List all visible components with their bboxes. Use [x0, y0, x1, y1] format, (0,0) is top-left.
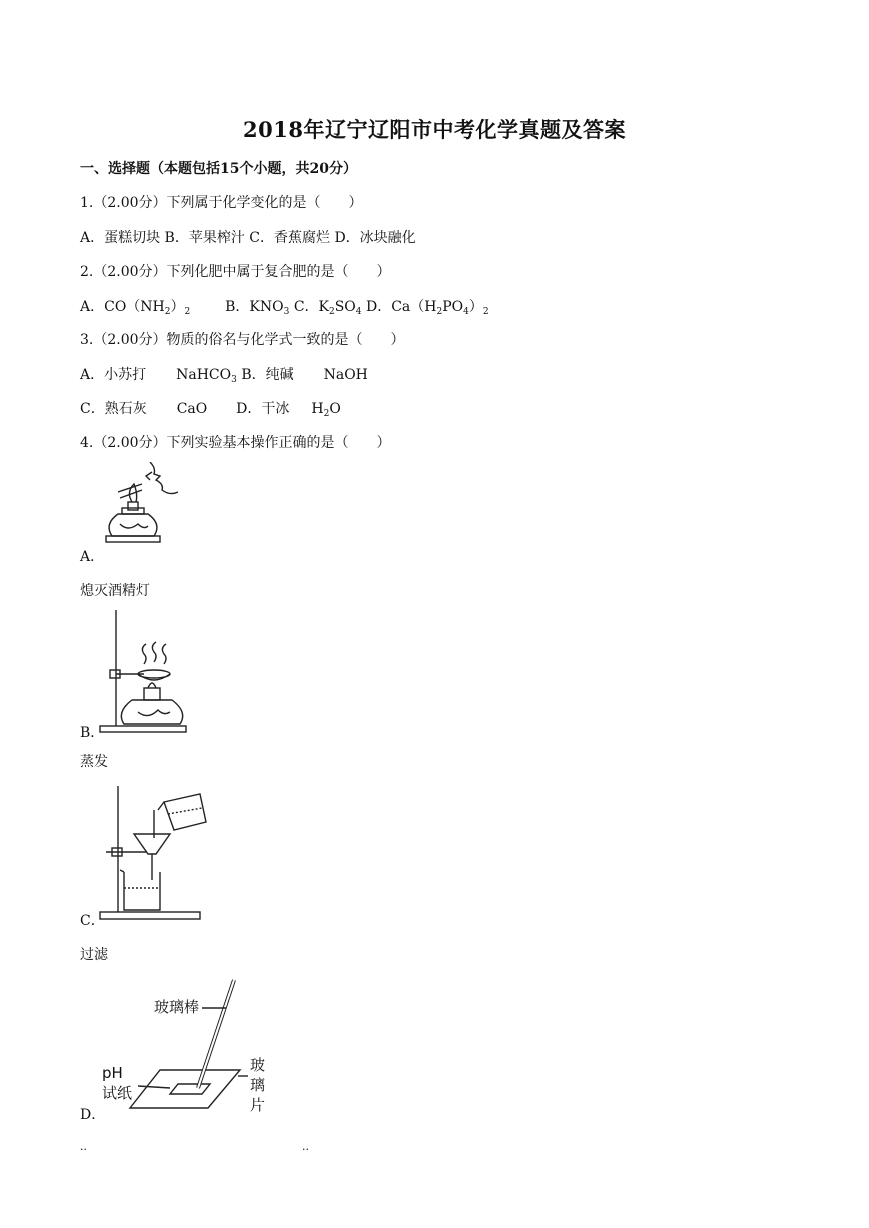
q4-option-b-letter: B．	[80, 725, 105, 741]
q2-option-d: D．$Ca(H_2PO_4)_2$	[365, 299, 489, 317]
figure-filtration	[98, 784, 213, 924]
q4-option-c-letter: C．	[80, 913, 105, 929]
figure-extinguish-lamp	[98, 462, 188, 557]
alcohol-lamp-blow-drawing	[98, 462, 188, 557]
footer-mark-right: ..	[302, 1140, 309, 1153]
q4-option-c-caption: 过滤	[80, 947, 108, 963]
q4-option-b-caption: 蒸发	[80, 754, 108, 770]
q3-option-b: B．纯碱 NaOH	[241, 367, 368, 383]
evaporation-drawing	[98, 608, 193, 736]
label-glass-1: 玻	[250, 1056, 266, 1074]
figure-ph-test	[98, 976, 278, 1122]
figure-evaporation	[98, 608, 193, 736]
q4-option-a-caption: 熄灭酒精灯	[80, 583, 150, 599]
q1-options: A．蛋糕切块 B．苹果榨汁 C．香蕉腐烂 D．冰块融化	[80, 230, 416, 246]
q3-options-cd	[80, 398, 341, 419]
q4-option-d-letter: D．	[80, 1107, 106, 1123]
label-ph: pH	[102, 1064, 123, 1082]
footer-mark-left: ..	[80, 1140, 87, 1153]
label-glass-rod: 玻璃棒	[154, 998, 200, 1016]
q2-option-c: C．$K_2SO_4$	[293, 299, 362, 317]
label-glass-2: 璃	[250, 1076, 266, 1094]
q2-options	[80, 296, 489, 317]
q3-options-ab	[80, 364, 368, 385]
q3-option-c: C．熟石灰 CaO	[80, 401, 208, 417]
q2-stem: 2.（2.00分）下列化肥中属于复合肥的是（ ）	[80, 264, 391, 280]
q2-option-b: B．$KNO_3$	[225, 299, 290, 317]
q4-option-a-letter: A．	[80, 549, 105, 565]
label-test-paper: 试纸	[102, 1084, 133, 1102]
q3-option-d: D．干冰 $H_2O$	[236, 401, 341, 419]
section-heading: 一、选择题（本题包括15个小题，共20分）	[80, 161, 357, 177]
q2-option-a: A．$CO(NH_2)_2$	[80, 299, 191, 317]
label-glass-3: 片	[250, 1096, 266, 1114]
q4-stem: 4.（2.00分）下列实验基本操作正确的是（ ）	[80, 435, 391, 451]
page-title: 2018年辽宁辽阳市中考化学真题及答案	[243, 117, 626, 142]
q1-stem: 1.（2.00分）下列属于化学变化的是（ ）	[80, 195, 363, 211]
filtration-drawing	[98, 784, 213, 924]
q3-stem: 3.（2.00分）物质的俗名与化学式一致的是（ ）	[80, 332, 405, 348]
q3-option-a: A．小苏打 NaHCO$_3$	[80, 367, 237, 385]
